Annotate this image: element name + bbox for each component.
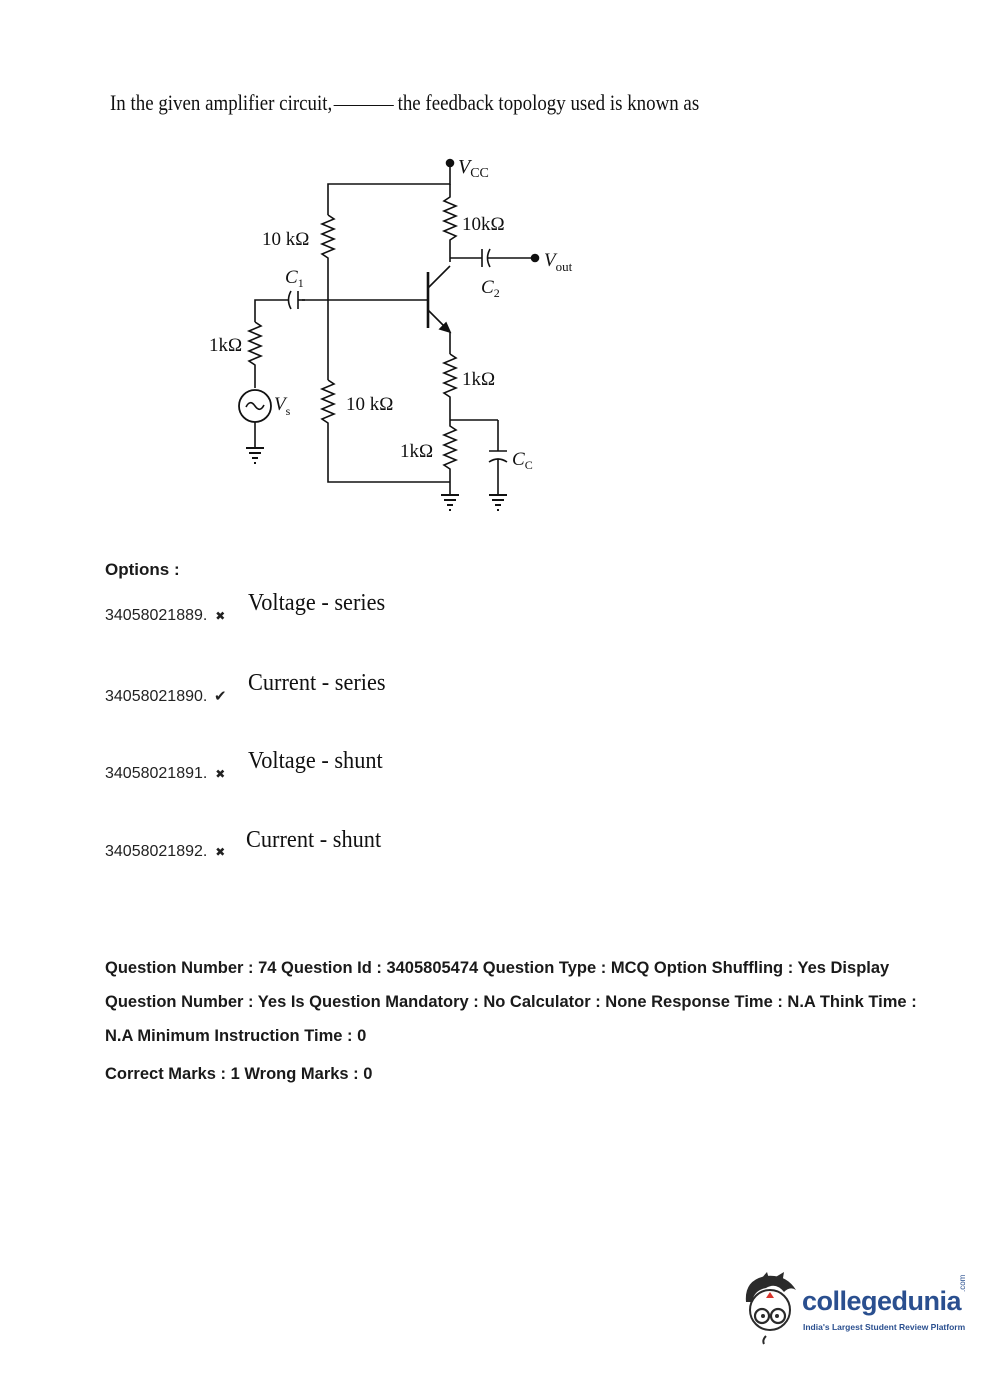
option-1-text: Voltage - series: [248, 590, 386, 616]
emitter-resistor-top-label: 1kΩ: [462, 369, 496, 390]
cc-label: $C_C$: [512, 449, 533, 472]
amplifier-circuit-diagram: [180, 150, 600, 530]
options-heading: Options :: [105, 560, 180, 579]
option-3[interactable]: [105, 748, 383, 783]
bias-resistor-top-label: 10 kΩ: [262, 229, 310, 250]
bias-resistor-top: [322, 215, 334, 300]
c2-label: $C_2$: [481, 277, 500, 300]
option-2[interactable]: [105, 670, 386, 706]
bias-resistor-bottom-label: 10 kΩ: [346, 394, 394, 415]
option-4[interactable]: [105, 827, 382, 861]
c1-left-wire: [255, 300, 289, 322]
vout-terminal: [532, 255, 539, 262]
question-blank: [334, 105, 394, 106]
option-3-text: Voltage - shunt: [248, 748, 383, 774]
vs-label: $V_s$: [274, 394, 291, 418]
question-metadata: Question Number : 74 Question Id : 3405805474 Question Type : MCQ Option Shuffling : Yes Display Question Number : Yes Is Question Mandatory : No Calculator : None Response Time : N.A Think Time : N.A Minimum Instruction Time : 0: [105, 959, 917, 1045]
marks-metadata: Correct Marks : 1 Wrong Marks : 0: [105, 1065, 373, 1083]
source-resistor-label: 1kΩ: [209, 335, 243, 356]
source-resistor: [249, 322, 261, 388]
option-4-text: Current - shunt: [246, 827, 382, 853]
transistor-collector-lead: [428, 266, 450, 288]
question-text: [110, 90, 699, 116]
cross-mark-icon: ✖: [215, 609, 226, 623]
c1-label: $C_1$: [285, 267, 304, 290]
ground-icon-bypass: [489, 495, 507, 510]
ac-wave-icon: [246, 403, 264, 410]
question-part1: In the given amplifier circuit,: [110, 90, 333, 115]
logo-tagline: India's Largest Student Review Platform: [803, 1322, 966, 1332]
question-part2: the feedback topology used is known as: [397, 90, 700, 115]
check-mark-icon: ✔: [214, 688, 227, 705]
option-3-id: 34058021891.: [105, 765, 208, 782]
emitter-resistor-bottom: [444, 420, 456, 495]
option-1-id: 34058021889.: [105, 607, 208, 624]
vcc-label: $V_{CC}$: [458, 156, 489, 181]
collector-resistor-label: 10kΩ: [462, 214, 505, 235]
emitter-resistor-top: [444, 354, 456, 420]
top-rail-wire: [328, 163, 450, 215]
option-2-text: Current - series: [248, 670, 386, 696]
logo-dotcom-text: .com: [958, 1274, 967, 1292]
cross-mark-icon: ✖: [215, 845, 226, 859]
collector-resistor: [444, 184, 456, 262]
option-1[interactable]: [105, 590, 386, 625]
ground-icon-emitter: [441, 495, 459, 510]
emitter-resistor-bottom-label: 1kΩ: [400, 441, 434, 462]
logo-brand-text: collegedunia: [802, 1286, 962, 1316]
option-2-id: 34058021890.: [105, 688, 208, 705]
mascot-icon: [740, 1270, 802, 1350]
cross-mark-icon: ✖: [215, 767, 226, 781]
collegedunia-logo[interactable]: [740, 1270, 980, 1360]
option-4-id: 34058021892.: [105, 843, 208, 860]
vout-label: $V_{out}$: [544, 250, 573, 274]
ground-icon-source: [246, 448, 264, 463]
